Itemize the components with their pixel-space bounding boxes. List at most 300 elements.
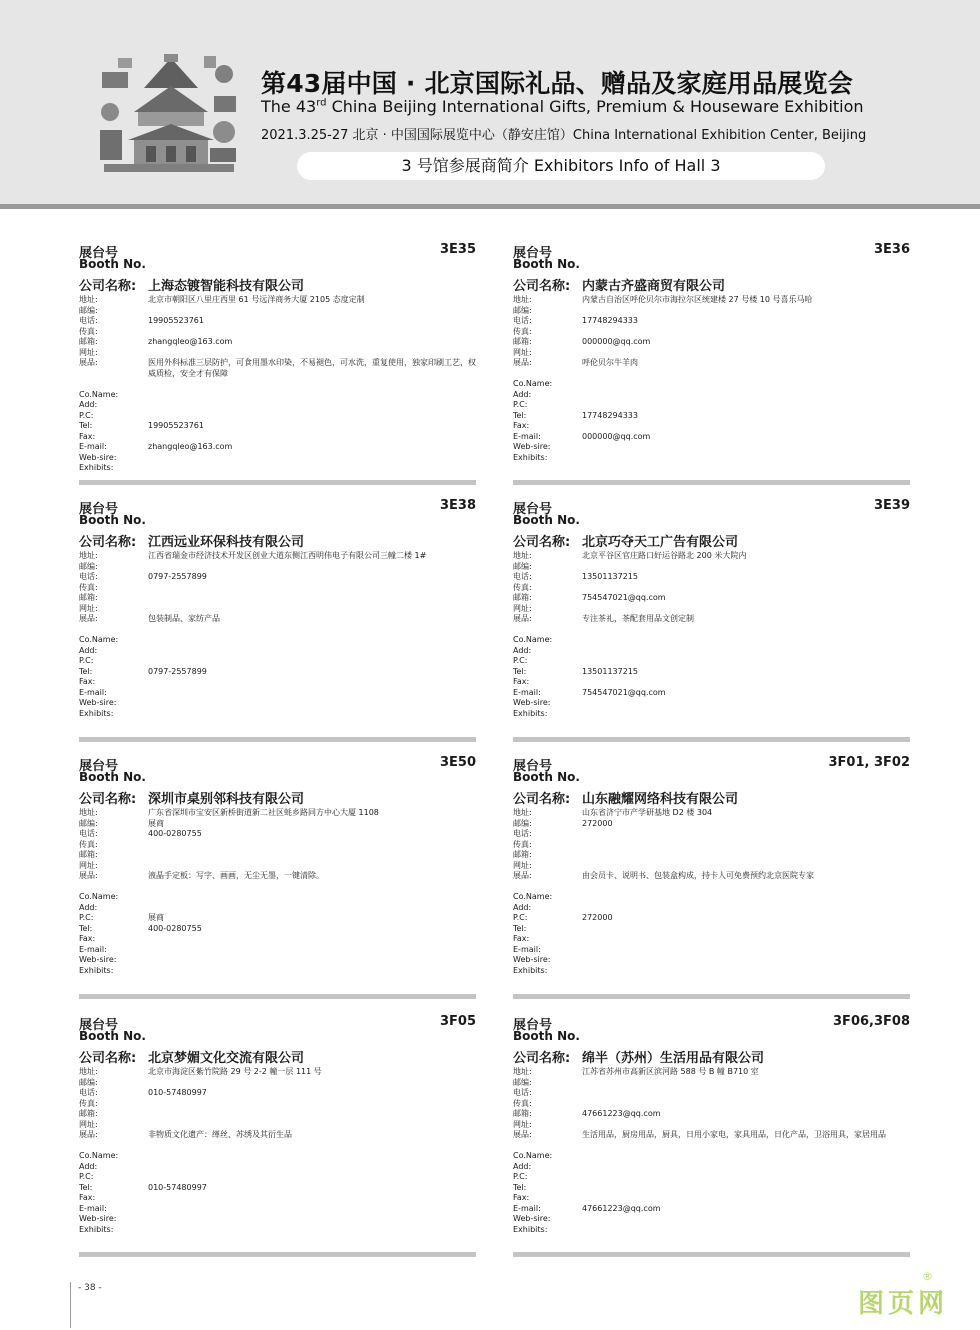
field-values — [148, 1067, 476, 1235]
header-rule — [0, 204, 980, 209]
field-gap — [148, 625, 476, 636]
field-value-post — [148, 1078, 476, 1089]
field-value-web_en — [148, 955, 476, 966]
booth-label-en: Booth No. — [513, 257, 580, 271]
booth-number: 3E50 — [439, 755, 476, 770]
field-value-products: 呼伦贝尔牛羊肉 — [582, 358, 638, 367]
field-label-email_en: E-mail: — [79, 1203, 107, 1213]
field-label-products: 展品: — [79, 614, 98, 623]
field-value-tel: 17748294333 — [582, 410, 638, 420]
field-label-fax_en: Fax: — [79, 1193, 96, 1202]
field-value-email_en: 000000@qq.com — [582, 431, 651, 441]
field-value-pc — [582, 656, 910, 667]
field-gap — [79, 625, 145, 636]
field-label-web: 网址: — [79, 347, 98, 357]
field-label-post: 邮编: — [513, 305, 532, 315]
booth-label-zh: 展台号 — [79, 759, 119, 774]
field-values — [582, 808, 910, 976]
field-label-fax_en: Fax: — [513, 677, 530, 686]
field-gap — [148, 379, 476, 390]
field-value-addr: 山东省济宁市产学研基地 D2 楼 304 — [582, 808, 713, 817]
field-value-web — [582, 861, 910, 872]
company-name: 绵半（苏州）生活用品有限公司 — [582, 1051, 765, 1066]
booth-label-zh: 展台号 — [513, 759, 553, 774]
field-label-fax: 传真: — [79, 582, 98, 592]
field-gap — [582, 1141, 910, 1152]
field-value-add — [148, 903, 476, 914]
field-label-exhibits: Exhibits: — [513, 1224, 548, 1234]
company-name: 北京梦媚文化交流有限公司 — [148, 1051, 305, 1066]
field-value-email_en — [148, 1204, 476, 1215]
field-label-web_en: Web-sire: — [513, 442, 551, 451]
company-label: 公司名称: — [79, 1051, 137, 1066]
field-value-tel — [582, 924, 910, 935]
field-value-add — [148, 1162, 476, 1173]
field-label-phone: 电话: — [513, 829, 532, 838]
exhibition-date-venue: 2021.3.25-27 北京 · 中国国际展览中心（静安庄馆）China International Exhibition Center, Beijing — [261, 128, 867, 143]
field-labels — [79, 551, 145, 719]
field-labels — [79, 1067, 145, 1235]
field-value-tel: 400-0280755 — [148, 923, 202, 933]
field-value-fax — [148, 840, 476, 851]
field-label-addr: 地址: — [79, 295, 98, 304]
field-value-phone: 0797-2557899 — [148, 572, 207, 581]
field-value-post — [582, 1078, 910, 1089]
booth-label-zh: 展台号 — [513, 1018, 553, 1033]
booth-label-zh: 展台号 — [513, 502, 553, 517]
field-label-post: 邮编: — [79, 305, 98, 315]
field-value-post — [148, 562, 476, 573]
booth-label-zh: 展台号 — [79, 502, 119, 517]
field-label-co_name: Co.Name: — [513, 379, 553, 388]
field-value-phone: 17748294333 — [582, 316, 638, 325]
field-value-fax — [582, 583, 910, 594]
field-value-web_en — [148, 1214, 476, 1225]
field-label-tel: Tel: — [513, 923, 527, 933]
field-value-addr: 北京市朝阳区八里庄西里 61 号远洋商务大厦 2105 态度定制 — [148, 295, 365, 304]
field-value-web — [148, 604, 476, 615]
exhibition-title-zh: 第43届中国 · 北京国际礼品、赠品及家庭用品展览会 — [261, 69, 853, 98]
field-value-web — [582, 1120, 910, 1131]
field-value-web — [582, 348, 910, 359]
field-value-exhibits — [582, 1225, 910, 1236]
company-name: 深圳市桌别邻科技有限公司 — [148, 792, 305, 807]
field-value-add — [582, 646, 910, 657]
field-value-co_name — [148, 390, 476, 401]
field-values — [582, 295, 910, 463]
field-value-email_en — [148, 688, 476, 699]
field-label-web_en: Web-sire: — [513, 955, 551, 964]
field-label-exhibits: Exhibits: — [79, 965, 114, 975]
field-label-fax_en: Fax: — [513, 421, 530, 430]
field-value-add — [582, 390, 910, 401]
field-value-phone: 400-0280755 — [148, 829, 202, 838]
field-gap — [79, 882, 145, 893]
field-value-phone: 13501137215 — [582, 572, 638, 581]
card-divider — [513, 1252, 910, 1257]
field-label-fax: 传真: — [513, 582, 532, 592]
field-label-pc: P.C: — [513, 1172, 528, 1181]
field-label-pc: P.C: — [513, 913, 528, 922]
field-gap — [79, 379, 145, 390]
hall-title: 3 号馆参展商简介 Exhibitors Info of Hall 3 — [297, 152, 825, 180]
company-name: 内蒙古齐盛商贸有限公司 — [582, 279, 726, 294]
field-label-web_en: Web-sire: — [79, 955, 117, 964]
field-label-fax_en: Fax: — [513, 934, 530, 943]
field-value-web_en — [582, 442, 910, 453]
field-value-email_en: zhangqleo@163.com — [148, 442, 233, 451]
field-gap — [148, 882, 476, 893]
field-label-phone: 电话: — [79, 572, 98, 581]
field-value-web_en — [148, 698, 476, 709]
field-gap — [513, 1141, 579, 1152]
field-label-products: 展品: — [79, 358, 98, 367]
field-label-products: 展品: — [513, 871, 532, 880]
field-value-email — [148, 593, 476, 604]
field-label-tel: Tel: — [79, 923, 93, 933]
field-gap — [582, 625, 910, 636]
field-label-addr: 地址: — [513, 295, 532, 304]
field-value-post — [148, 306, 476, 317]
field-label-tel: Tel: — [79, 666, 93, 676]
booth-number: 3F01, 3F02 — [828, 755, 910, 770]
field-values — [582, 1067, 910, 1235]
field-value-co_name — [148, 635, 476, 646]
field-value-products: 生活用品，厨房用品，厨具，日用小家电，家具用品，日化产品，卫浴用具，家居用品 — [582, 1130, 886, 1139]
field-value-co_name — [582, 1151, 910, 1162]
field-value-fax_en — [582, 934, 910, 945]
field-label-pc: P.C: — [79, 1172, 94, 1181]
field-value-addr: 北京市海淀区紫竹院路 29 号 2-2 幢一层 111 号 — [148, 1067, 322, 1076]
field-value-email: 754547021@qq.com — [582, 593, 666, 602]
field-label-exhibits: Exhibits: — [513, 452, 548, 462]
field-label-post: 邮编: — [513, 818, 532, 828]
field-label-email: 邮箱: — [513, 1109, 532, 1118]
field-value-pc — [148, 411, 476, 422]
field-label-products: 展品: — [513, 358, 532, 367]
field-label-web_en: Web-sire: — [79, 1214, 117, 1223]
field-value-co_name — [582, 635, 910, 646]
company-name: 北京巧夺天工广告有限公司 — [582, 535, 739, 550]
field-labels — [513, 808, 579, 976]
card-divider — [79, 737, 476, 742]
field-value-exhibits — [148, 966, 476, 977]
field-value-email — [148, 850, 476, 861]
field-gap — [513, 625, 579, 636]
field-label-email_en: E-mail: — [79, 442, 107, 451]
company-label: 公司名称: — [79, 535, 137, 550]
field-value-fax_en — [582, 421, 910, 432]
field-label-tel: Tel: — [79, 1182, 93, 1192]
field-value-tel: 13501137215 — [582, 666, 638, 676]
field-label-email: 邮箱: — [79, 337, 98, 346]
booth-number: 3E38 — [439, 498, 476, 513]
field-label-post: 邮编: — [513, 1077, 532, 1087]
field-value-exhibits — [148, 1225, 476, 1236]
field-value-fax — [148, 1099, 476, 1110]
field-values — [148, 295, 476, 474]
company-label: 公司名称: — [513, 792, 571, 807]
field-label-add: Add: — [79, 645, 98, 655]
field-label-co_name: Co.Name: — [513, 892, 553, 901]
field-value-fax_en — [148, 432, 476, 443]
field-label-email: 邮箱: — [513, 850, 532, 859]
booth-label-zh: 展台号 — [513, 246, 553, 261]
watermark-registered-mark: ® — [922, 1270, 933, 1283]
field-label-post: 邮编: — [79, 818, 98, 828]
company-label: 公司名称: — [513, 279, 571, 294]
field-label-exhibits: Exhibits: — [79, 1224, 114, 1234]
field-labels — [79, 295, 145, 474]
company-label: 公司名称: — [513, 535, 571, 550]
field-label-email_en: E-mail: — [79, 687, 107, 697]
field-label-post: 邮编: — [79, 1077, 98, 1087]
field-labels — [79, 808, 145, 976]
booth-label-en: Booth No. — [79, 257, 146, 271]
field-value-fax — [582, 840, 910, 851]
field-label-pc: P.C: — [513, 656, 528, 665]
field-label-co_name: Co.Name: — [79, 892, 119, 901]
field-value-add — [148, 400, 476, 411]
field-value-co_name — [148, 1151, 476, 1162]
field-label-add: Add: — [513, 645, 532, 655]
field-label-email: 邮箱: — [513, 337, 532, 346]
card-divider — [513, 737, 910, 742]
field-label-addr: 地址: — [79, 551, 98, 560]
field-label-addr: 地址: — [79, 808, 98, 817]
field-label-tel: Tel: — [513, 410, 527, 420]
field-label-add: Add: — [513, 1161, 532, 1171]
field-label-fax: 传真: — [79, 839, 98, 849]
field-label-exhibits: Exhibits: — [513, 708, 548, 718]
field-label-web: 网址: — [513, 347, 532, 357]
field-label-fax: 传真: — [513, 839, 532, 849]
field-value-exhibits — [148, 463, 476, 474]
field-value-web — [582, 604, 910, 615]
field-value-fax_en — [148, 934, 476, 945]
exhibition-title-en: The 43rd China Beijing International Gifts, Premium & Houseware Exhibition — [261, 97, 864, 116]
company-name: 江西远业环保科技有限公司 — [148, 535, 305, 550]
field-label-tel: Tel: — [513, 1182, 527, 1192]
field-label-exhibits: Exhibits: — [513, 965, 548, 975]
field-label-addr: 地址: — [513, 1067, 532, 1076]
field-label-pc: P.C: — [79, 913, 94, 922]
booth-label-en: Booth No. — [79, 1029, 146, 1043]
card-divider — [79, 994, 476, 999]
booth-number: 3F05 — [439, 1014, 476, 1029]
field-value-add — [582, 1162, 910, 1173]
field-label-add: Add: — [513, 902, 532, 912]
field-value-addr: 江西省瑞金市经济技术开发区创业大道东侧江西明伟电子有限公司三幢二楼 1# — [148, 551, 427, 560]
card-divider — [79, 1252, 476, 1257]
field-gap — [148, 1141, 476, 1152]
field-value-email: 47661223@qq.com — [582, 1109, 661, 1118]
field-value-post — [582, 562, 910, 573]
field-label-pc: P.C: — [79, 656, 94, 665]
field-label-pc: P.C: — [513, 400, 528, 409]
field-label-email_en: E-mail: — [513, 944, 541, 954]
field-label-email_en: E-mail: — [79, 944, 107, 954]
field-value-tel — [582, 1183, 910, 1194]
field-label-exhibits: Exhibits: — [79, 463, 114, 472]
field-value-exhibits — [148, 709, 476, 720]
booth-label-zh: 展台号 — [79, 1018, 119, 1033]
field-value-co_name — [582, 379, 910, 390]
field-value-pc — [148, 656, 476, 667]
field-gap — [582, 369, 910, 380]
field-label-web: 网址: — [79, 860, 98, 870]
booth-label-en: Booth No. — [79, 770, 146, 784]
field-label-co_name: Co.Name: — [513, 1151, 553, 1160]
field-label-email_en: E-mail: — [513, 1203, 541, 1213]
field-label-phone: 电话: — [79, 316, 98, 325]
field-label-products: 展品: — [79, 1130, 98, 1139]
field-value-exhibits — [582, 709, 910, 720]
field-label-co_name: Co.Name: — [513, 635, 553, 644]
field-value-web — [148, 348, 476, 359]
field-gap — [582, 882, 910, 893]
field-values — [148, 808, 476, 976]
field-values — [148, 551, 476, 719]
page-number: - 38 - — [78, 1283, 102, 1293]
field-label-post: 邮编: — [513, 561, 532, 571]
field-label-web_en: Web-sire: — [79, 452, 117, 462]
field-label-web: 网址: — [513, 603, 532, 613]
booth-number: 3E36 — [873, 242, 910, 257]
field-value-email: 000000@qq.com — [582, 337, 651, 346]
field-value-products: 医用外科标准三层防护，可食用墨水印染，不易褪色，可水洗，重复使用，独家印刷工艺，权威质检，安全才有保障 — [148, 358, 476, 378]
field-value-exhibits — [582, 966, 910, 977]
field-value-email — [582, 850, 910, 861]
field-value-products: 由会员卡、说明书、包装盒构成，持卡人可免费预约北京医院专家 — [582, 871, 814, 880]
field-label-email: 邮箱: — [513, 593, 532, 602]
field-value-fax — [582, 1099, 910, 1110]
company-label: 公司名称: — [513, 1051, 571, 1066]
field-label-fax_en: Fax: — [79, 431, 96, 441]
field-gap — [513, 369, 579, 380]
field-value-phone — [582, 1088, 910, 1099]
field-labels — [513, 295, 579, 463]
field-label-products: 展品: — [513, 614, 532, 623]
exhibition-logo-icon — [98, 52, 244, 176]
field-value-email_en — [582, 945, 910, 956]
field-label-fax: 传真: — [79, 1098, 98, 1108]
field-value-add — [148, 646, 476, 657]
field-label-email: 邮箱: — [79, 1109, 98, 1118]
field-label-tel: Tel: — [79, 421, 93, 430]
footer-divider — [70, 1282, 71, 1328]
field-value-fax_en — [148, 1193, 476, 1204]
field-label-add: Add: — [79, 400, 98, 409]
field-label-products: 展品: — [79, 871, 98, 880]
field-value-fax — [582, 327, 910, 338]
field-label-pc: P.C: — [79, 410, 94, 420]
field-label-fax: 传真: — [79, 326, 98, 336]
field-labels — [513, 551, 579, 719]
field-value-fax_en — [582, 1193, 910, 1204]
field-gap — [79, 1141, 145, 1152]
field-label-addr: 地址: — [79, 1067, 98, 1076]
field-value-web_en — [582, 1214, 910, 1225]
field-value-web — [148, 1120, 476, 1131]
field-label-email: 邮箱: — [79, 593, 98, 602]
field-value-fax_en — [582, 677, 910, 688]
field-value-tel: 19905523761 — [148, 421, 204, 430]
field-value-email_en: 47661223@qq.com — [582, 1203, 661, 1213]
field-label-web_en: Web-sire: — [513, 698, 551, 707]
field-value-addr: 广东省深圳市宝安区新桥街道新二社区蚝乡路同方中心大厦 1108 — [148, 808, 379, 817]
field-values — [582, 551, 910, 719]
field-labels — [513, 1067, 579, 1235]
field-label-web: 网址: — [79, 603, 98, 613]
company-label: 公司名称: — [79, 279, 137, 294]
company-name: 上海态镀智能科技有限公司 — [148, 279, 305, 294]
company-name: 山东融耀网络科技有限公司 — [582, 792, 739, 807]
field-value-co_name — [148, 892, 476, 903]
field-label-phone: 电话: — [513, 316, 532, 325]
booth-label-en: Booth No. — [79, 513, 146, 527]
field-value-products: 包装制品、家纺产品 — [148, 614, 220, 623]
field-value-tel: 010-57480997 — [148, 1182, 207, 1192]
field-label-web: 网址: — [513, 860, 532, 870]
field-label-web: 网址: — [79, 1119, 98, 1129]
booth-label-en: Booth No. — [513, 513, 580, 527]
watermark-logo: 图页网 — [858, 1289, 949, 1319]
field-label-email_en: E-mail: — [513, 431, 541, 441]
field-label-fax: 传真: — [513, 326, 532, 336]
field-label-add: Add: — [79, 1161, 98, 1171]
field-value-pc — [582, 400, 910, 411]
field-value-web_en — [582, 698, 910, 709]
field-value-phone: 010-57480997 — [148, 1088, 207, 1097]
booth-label-zh: 展台号 — [79, 246, 119, 261]
field-label-co_name: Co.Name: — [79, 389, 119, 399]
field-label-products: 展品: — [513, 1130, 532, 1139]
field-label-tel: Tel: — [513, 666, 527, 676]
field-label-add: Add: — [513, 389, 532, 399]
booth-number: 3E35 — [439, 242, 476, 257]
field-value-fax — [148, 583, 476, 594]
field-label-co_name: Co.Name: — [79, 635, 119, 644]
field-value-products: 液晶手定板：写字、画画，无尘无墨，一键清除。 — [148, 871, 324, 880]
field-label-post: 邮编: — [79, 561, 98, 571]
field-label-phone: 电话: — [79, 1088, 98, 1097]
field-label-co_name: Co.Name: — [79, 1151, 119, 1160]
field-label-web: 网址: — [513, 1119, 532, 1129]
field-value-email — [148, 1109, 476, 1120]
field-value-addr: 江苏省苏州市高新区滨河路 588 号 B 幢 B710 室 — [582, 1067, 759, 1076]
field-label-fax_en: Fax: — [79, 934, 96, 943]
field-label-exhibits: Exhibits: — [79, 708, 114, 718]
card-divider — [513, 480, 910, 485]
booth-label-en: Booth No. — [513, 770, 580, 784]
booth-label-en: Booth No. — [513, 1029, 580, 1043]
field-value-exhibits — [582, 453, 910, 464]
company-label: 公司名称: — [79, 792, 137, 807]
field-label-add: Add: — [79, 902, 98, 912]
field-value-phone: 19905523761 — [148, 316, 204, 325]
field-value-addr: 北京平谷区官庄路口好运谷路北 200 米大院内 — [582, 551, 747, 560]
card-divider — [79, 480, 476, 485]
field-value-email_en — [148, 945, 476, 956]
field-label-fax: 传真: — [513, 1098, 532, 1108]
field-value-post — [582, 306, 910, 317]
card-divider — [513, 994, 910, 999]
field-value-products: 非物质文化遗产：缂丝、苏绣及其衍生品 — [148, 1130, 292, 1139]
field-value-web — [148, 861, 476, 872]
field-value-email: zhangqleo@163.com — [148, 337, 233, 346]
field-value-fax_en — [148, 677, 476, 688]
